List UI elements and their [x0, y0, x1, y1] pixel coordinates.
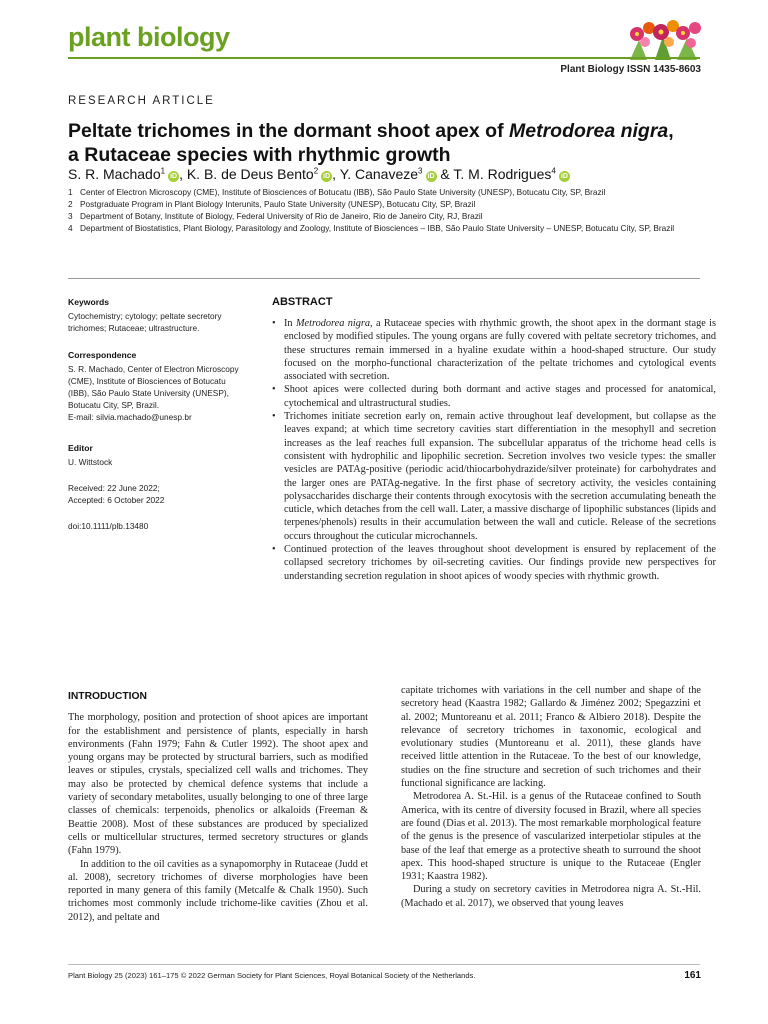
author-list: S. R. Machado$^1$iD , K. B. de Deus Bento$^2$iD , Y. Canaveze$^3$iD & T. M. Rodrigues$^4$iD	[68, 166, 568, 182]
correspondence-email[interactable]: E-mail: silvia.machado@unesp.br	[68, 412, 192, 422]
abstract-heading: ABSTRACT	[272, 296, 333, 308]
editor-block	[68, 442, 248, 468]
keywords-text: Cytochemistry; cytology; peltate secretory trichomes; Rutaceae; ultrastructure.	[68, 311, 222, 333]
doi-link[interactable]: doi:10.1111/plb.13480	[68, 521, 149, 531]
editor-name: U. Wittstock	[68, 457, 113, 467]
header-rule	[68, 57, 700, 59]
editor-heading: Editor	[68, 443, 93, 453]
body-paragraph: In addition to the oil cavities as a synapomorphy in Rutaceae (Judd et al. 2008), secretory trichomes of diverse morphologies have been reported in many genera of this family (Metcalfe & Chalk 1950). Such trichomes most commonly include trichome-like cavities (Zhou et al. 2012), and peltate and	[68, 858, 368, 923]
section-divider	[68, 278, 700, 279]
orcid-icon[interactable]: iD	[170, 173, 178, 180]
author-name[interactable]: S. R. Machado	[68, 166, 161, 182]
article-type: RESEARCH ARTICLE	[68, 95, 215, 107]
received-date: Received: 22 June 2022;	[68, 483, 160, 493]
journal-logo: plant biology	[68, 22, 230, 52]
keywords-block	[68, 296, 248, 334]
orcid-icon[interactable]: iD	[427, 173, 435, 180]
abstract-item: • In Metrodorea nigra, a Rutaceae species with rhythmic growth, the shoot apex in the dormant stage is enclosed by modified stipules. The young organs are fully covered with peltate secretory trichomes, and these structures remain immersed in a hyaline exudate within a hood-shaped structure. Our study focused on the morpho-functional characterization of the peltate trichomes and cytological events associated with secretion.	[272, 318, 717, 383]
abstract-list	[272, 317, 716, 583]
journal-issn: Plant Biology ISSN 1435-8603	[560, 64, 701, 75]
body-paragraph: capitate trichomes with variations in the cell number and shape of the secretory head (Kaastra 1982; Gallardo & Jiménez 2002; Spegazzini et al. 2002; Muntoreanu et al. 2011; Franco & Albiero 2018). Despite the relevance of secretory trichomes in taxonomic, ecological and evolutionary studies (Muntoreanu et al. 2011), these glands have received little attention in the Rutaceae. To the best of our knowledge, studies on the fine structure and secretion of such trichomes and their functional significance are lacking.	[401, 685, 701, 790]
keywords-heading: Keywords	[68, 297, 110, 307]
abstract-item: • Continued protection of the leaves throughout shoot development is ensured by replacement of the collapsed secretory trichomes by oil-secreting cavities. Our findings provide new perspectives for understanding secretion regulation in shoot apices of woody species with rhythmic growth.	[272, 544, 716, 582]
page-number: 161	[684, 970, 701, 981]
body-paragraph: During a study on secretory cavities in Metrodorea nigra A. St.-Hil. (Machado et al. 2017), we observed that young leaves	[401, 884, 701, 909]
orcid-icon[interactable]: iD	[560, 173, 568, 180]
footer-rule	[68, 964, 700, 965]
abstract-item: • Shoot apices were collected during both dormant and active stages and processed for anatomical, cytochemical and ultrastructural studies.	[272, 384, 716, 409]
author-name[interactable]: K. B. de Deus Bento	[186, 166, 314, 182]
orcid-icon[interactable]: iD	[323, 173, 331, 180]
author-name[interactable]: Y. Canaveze	[339, 166, 419, 182]
correspondence-heading: Correspondence	[68, 350, 137, 360]
affiliations	[68, 186, 708, 234]
body-left-column	[68, 690, 368, 924]
affiliation-item: 2 Postgraduate Program in Plant Biology Interunits, Paulo State University (UNESP), Botucatu City, SP, Brazil	[68, 199, 476, 209]
affiliation-item: 4 Department of Biostatistics, Plant Biology, Parasitology and Zoology, Institute of Biosciences – IBB, São Paulo State University – UNESP, Botucatu City, SP, Brazil	[68, 223, 675, 233]
affiliation-item: 3 Department of Botany, Institute of Biology, Federal University of Rio de Janeiro, Rio de Janeiro City, RJ, Brazil	[68, 211, 483, 221]
affiliation-item: 1 Center of Electron Microscopy (CME), Institute of Biosciences of Botucatu (IBB), São Paulo State University (UNESP), Botucatu City, SP, Brazil	[68, 187, 606, 197]
correspondence-block	[68, 349, 248, 423]
flowers-illustration	[625, 16, 703, 60]
accepted-date: Accepted: 6 October 2022	[68, 495, 165, 505]
abstract-item: • Trichomes initiate secretion early on, remain active throughout leaf development, but collapse as the leaves expand; at which time secretory cavities start differentiation in the mesophyll and secretion increases as the leaf reaches full expansion. The subcellular apparatus of the trichome head cells is consistent with hydrophilic and lipophilic secretion. Secretion involves two vesicle types: the smaller vesicles are PATAg-positive (periodic acid/thiocarbohydrazide/silver proteinate) for carbohydrates and the larger ones are PATAg-negative. In the first phase of secretory activity, the vesicles containing polysaccharides discharge their contents through exocytosis with the secretion accumulating beneath the cuticle, which detaches from the cell wall. Later, a massive discharge of lipophilic substances (lipids and terpenes/phenols) results in their accumulation between the wall and cuticle. Release of the secretions occurs throughout the cuticular microchannels.	[272, 411, 716, 542]
author-name[interactable]: T. M. Rodrigues	[453, 166, 552, 182]
introduction-heading: INTRODUCTION	[68, 691, 147, 702]
body-paragraph: Metrodorea A. St.-Hil. is a genus of the Rutaceae confined to South America, with its centre of diversity focused in Brazil, where all species are found (Dias et al. 2013). The most remarkable morphological feature of the genus is the presence of vascularized interpetiolar stipules at the base of the leaf that emerge as a protective sheath to surround the shoot apex. This hood-shaped structure is unique to the Rutaceae (Engler 1931; Kaastra 1982).	[401, 791, 701, 883]
dates-block	[68, 482, 248, 506]
article-title: Peltate trichomes in the dormant shoot apex of Metrodorea nigra, a Rutaceae species with rhythmic growth	[68, 120, 674, 166]
body-right-column	[401, 684, 701, 910]
footer-citation: Plant Biology 25 (2023) 161–175 © 2022 German Society for Plant Sciences, Royal Botanical Society of the Netherlands.	[68, 971, 476, 980]
correspondence-text: S. R. Machado, Center of Electron Microscopy (CME), Institute of Biosciences of Botucatu (IBB), São Paulo State University (UNESP), Botucatu City, SP, Brazil.	[68, 364, 239, 410]
body-paragraph: The morphology, position and protection of shoot apices are important for the establishment and persistence of plants, especially in harsh environments (Fahn 1979; Fahn & Cutler 1992). The shoot apex and young organs may be protected by structural barriers, such as modified leaves or stipules, crystals, specialized cell walls and trichomes. They may also be protected by chemical defence systems that include a variety of secondary metabolites, usually belonging to one of three large classes of chemicals: terpenoids, phenolics or alkaloids (Freeman & Beattie 2008). Most of these substances are produced by specialized cells or multicellular structures, termed secretory structures or glands (Fahn 1979).	[68, 712, 368, 857]
